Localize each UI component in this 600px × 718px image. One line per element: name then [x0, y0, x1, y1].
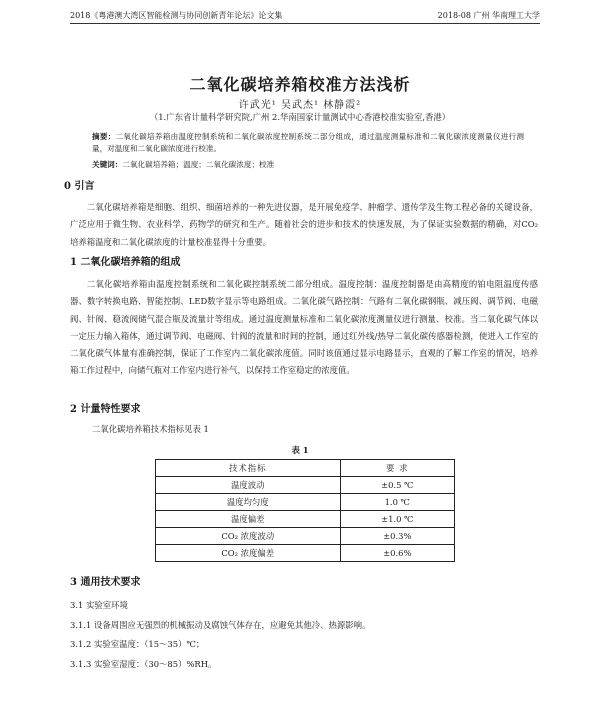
table-caption: 表 1 [291, 445, 309, 455]
paper-title: 二氧化碳培养箱校准方法浅析 [189, 75, 411, 94]
header-left: 2018《粤港澳大湾区智能检测与协同创新青年论坛》论文集 [70, 11, 283, 20]
table-cell: CO₂ 浓度偏差 [156, 545, 341, 562]
section-1-heading: 1 二氧化碳培养箱的组成 [70, 257, 181, 268]
table-row [156, 511, 455, 528]
table-cell: 温度均匀度 [156, 494, 341, 511]
table-header-cell: 技术指标 [156, 460, 341, 477]
table-cell: 温度波动 [156, 477, 341, 494]
abstract-label: 摘要： [92, 132, 116, 141]
abstract [92, 131, 524, 155]
table-cell: CO₂ 浓度波动 [156, 528, 341, 545]
item-3-1-1: 3.1.1 设备周围应无强烈的机械振动及腐蚀气体存在，应避免其他冷、热源影响。 [70, 620, 371, 630]
table-row [156, 528, 455, 545]
keywords [92, 159, 524, 171]
section-2-heading: 2 计量特性要求 [70, 404, 141, 415]
table-header-cell: 要 求 [340, 460, 454, 477]
item-3-1-3: 3.1.3 实验室湿度：（30～85）%RH。 [70, 659, 217, 669]
table-row [156, 477, 455, 494]
section-1-paragraph: 二氧化碳培养箱由温度控制系统和二氧化碳控制系统二部分组成。温度控制：温度控制器是由高精度的铂电阻温度传感器、数字转换电路、智能控制、LED数字显示等电路组成。二氧化碳气路控制：气路有二氧化碳钢瓶、减压阀、调节阀、电磁阀、针阀、稳流阀储气混合瓶及流量计等组成。通过温度测量标准和二氧化碳浓度测量仪进行测量、校准。当二氧化碳气体以一定压力输入箱体，通过调节阀、电磁阀、针阀的流量和时间的控制，通过红外线/热导二氧化碳传感器检测，使进入工作室的二氧化碳气体量有准确控制，保证了工作室内二氧化碳浓度值。同时该值通过显示电路显示，直观的了解工作室的情况，培养箱工作过程中，向储气瓶对工作室内进行补气，以保持工作室稳定的浓度值。 [70, 279, 538, 376]
table-cell: ±0.5 ℃ [340, 477, 454, 494]
table-cell: ±1.0 ℃ [340, 511, 454, 528]
affiliation: （1.广东省计量科学研究院,广州 2.华南国家计量测试中心香港校准实验室,香港） [149, 112, 451, 122]
table-cell: ±0.3% [340, 528, 454, 545]
header-right: 2018-08 广州 华南理工大学 [437, 11, 540, 20]
section-0-heading: 0 引言 [64, 181, 95, 192]
spec-table [155, 459, 455, 562]
table-row [156, 545, 455, 562]
table-cell: 温度偏差 [156, 511, 341, 528]
section-2-intro: 二氧化碳培养箱技术指标见表 1 [92, 424, 209, 434]
table-cell: 1.0 ℃ [340, 494, 454, 511]
author-list: 许武光¹ 吴武杰¹ 林静霞² [238, 100, 362, 111]
table-cell: ±0.6% [340, 545, 454, 562]
item-3-1-2: 3.1.2 实验室温度：（15～35）℃； [70, 639, 205, 649]
section-3-heading: 3 通用技术要求 [70, 577, 141, 588]
table-row [156, 494, 455, 511]
table-header-row [156, 460, 455, 477]
keywords-label: 关键词： [92, 160, 123, 169]
section-0-paragraph: 二氧化碳培养箱是细胞、组织、细菌培养的一种先进仪器，是开展免疫学、肿瘤学、遗传学及生物工程必备的关键设备，广泛应用于微生物、农业科学、药物学的研究和生产。随着社会的进步和技术的快速发展，为了保证实验数据的精确，对CO₂培养箱温度和二氧化碳浓度的计量校准显得十分重要。 [70, 202, 538, 247]
keywords-text: 二氧化碳培养箱；温度；二氧化碳浓度；校准 [122, 160, 275, 169]
subsection-3-1: 3.1 实验室环境 [70, 600, 128, 610]
abstract-text: 二氧化碳培养箱由温度控制系统和二氧化碳浓度控制系统二部分组成，通过温度测量标准和二氧化碳浓度测量仪进行测量，对温度和二氧化碳浓度进行校准。 [92, 132, 524, 153]
running-header [70, 10, 540, 24]
